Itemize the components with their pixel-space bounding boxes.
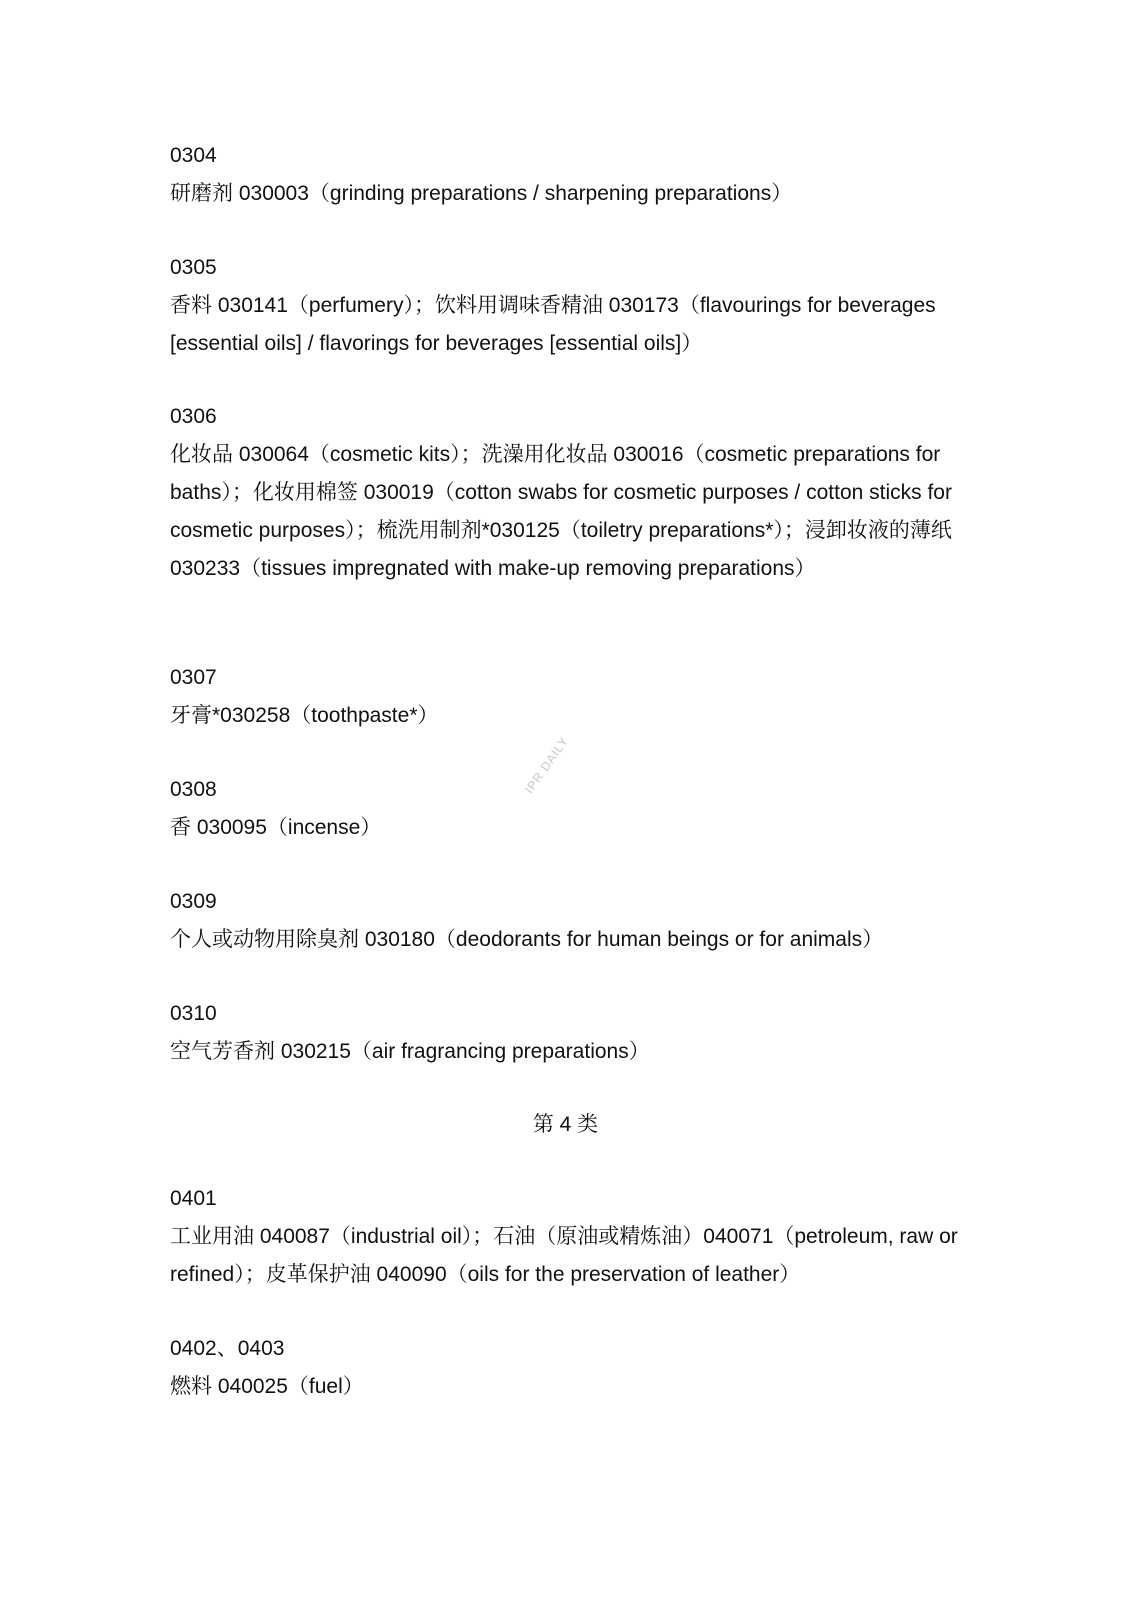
entry-0309 xyxy=(170,883,970,959)
group-description: 牙膏*030258（toothpaste*） xyxy=(170,704,439,727)
group-description: 工业用油 040087（industrial oil）；石油（原油或精炼油）040071（petroleum, raw or refined）；皮革保护油 040090（oils for the preservation of leather） xyxy=(170,1225,958,1286)
group-code: 0401 xyxy=(170,1187,217,1210)
group-code: 0402、0403 xyxy=(170,1337,285,1360)
entry-0306 xyxy=(170,398,970,588)
group-description: 研磨剂 030003（grinding preparations / sharpening preparations） xyxy=(170,182,793,205)
group-description: 空气芳香剂 030215（air fragrancing preparations） xyxy=(170,1040,650,1063)
entry-0308 xyxy=(170,771,970,847)
entry-0310 xyxy=(170,995,970,1071)
group-code: 0306 xyxy=(170,405,217,428)
group-code: 0310 xyxy=(170,1002,217,1025)
group-code: 0309 xyxy=(170,890,217,913)
group-description: 燃料 040025（fuel） xyxy=(170,1375,364,1398)
class-heading: 第 4 类 xyxy=(532,1113,599,1136)
group-description: 化妆品 030064（cosmetic kits）；洗澡用化妆品 030016（cosmetic preparations for baths）；化妆用棉签 030019（cotton swabs for cosmetic purposes / cotton sticks for cosmetic purposes）；梳洗用制剂*030125（toiletry preparations*）；浸卸妆液的薄纸 030233（tissues impregnated with make-up removing preparations） xyxy=(170,443,952,580)
group-description: 香 030095（incense） xyxy=(170,816,382,839)
group-code: 0308 xyxy=(170,778,217,801)
entry-0402-0403 xyxy=(170,1330,970,1406)
group-description: 个人或动物用除臭剂 030180（deodorants for human beings or for animals） xyxy=(170,928,884,951)
group-code: 0304 xyxy=(170,144,217,167)
entry-0304 xyxy=(170,137,970,213)
group-description: 香料 030141（perfumery）；饮料用调味香精油 030173（flavourings for beverages [essential oils] / flavorings for beverages [essential oils]） xyxy=(170,294,936,355)
group-code: 0307 xyxy=(170,666,217,689)
entry-0401 xyxy=(170,1180,970,1294)
entry-0305 xyxy=(170,249,970,363)
entry-0307 xyxy=(170,659,970,735)
watermark: IPR DAILY xyxy=(522,733,572,797)
group-code: 0305 xyxy=(170,256,217,279)
